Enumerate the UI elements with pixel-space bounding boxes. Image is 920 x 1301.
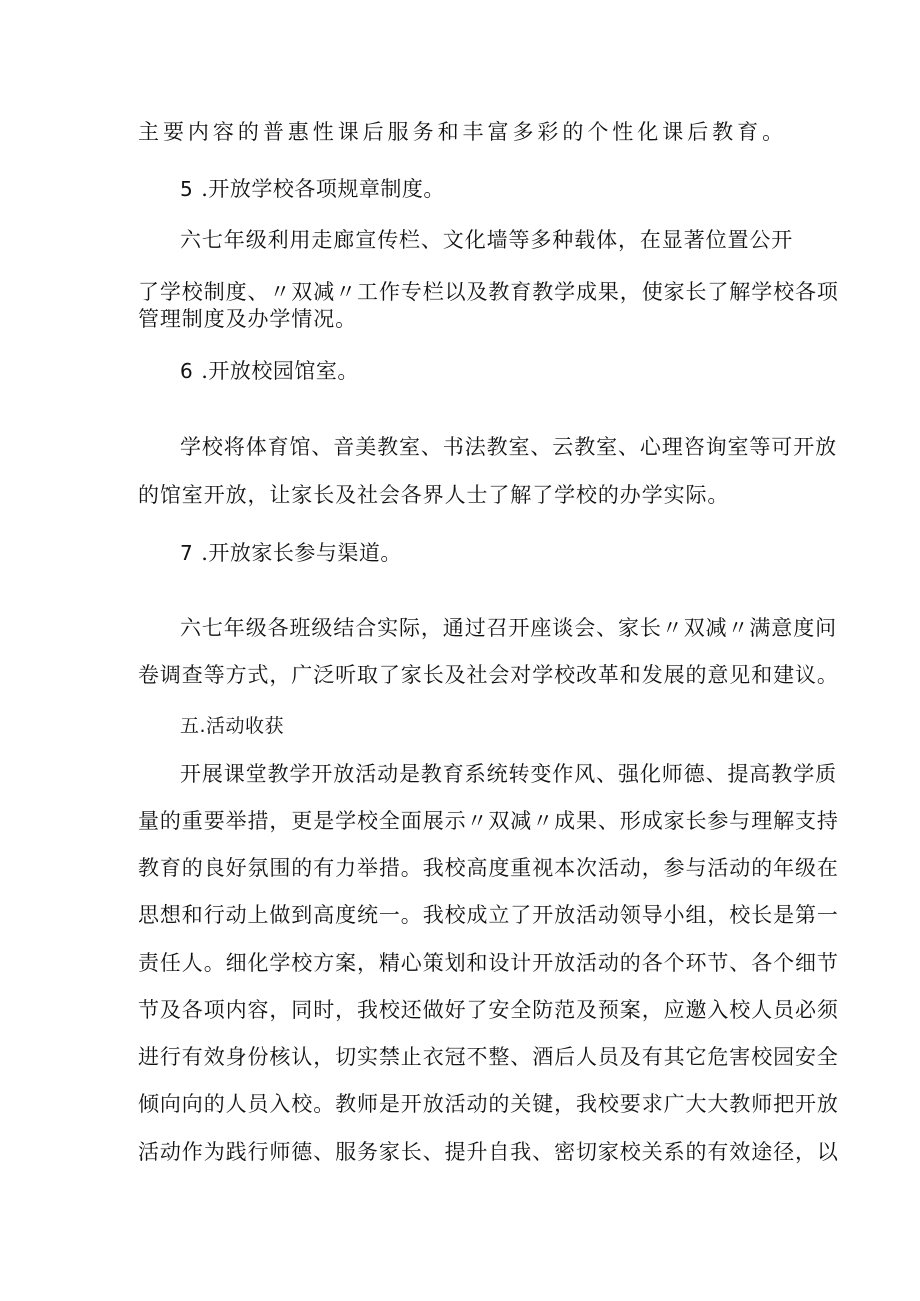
paragraph-line: 教育的良好氛围的有力举措。我校高度重视本次活动，参与活动的年级在 <box>138 856 839 880</box>
paragraph-line: 开展课堂教学开放活动是教育系统转变作风、强化师德、提高教学质 <box>180 762 837 786</box>
paragraph-line: 量的重要举措，更是学校全面展示〃双减〃成果、形成家长参与理解支持 <box>138 809 839 833</box>
paragraph-line: 六七年级利用走廊宣传栏、文化墙等多种载体，在显著位置公开 <box>180 228 794 252</box>
paragraph-line: 了学校制度、〃双减〃工作专栏以及教育教学成果，使家长了解学校各项 <box>138 280 839 304</box>
paragraph-line: 责任人。细化学校方案，精心策划和设计开放活动的各个环节、各个细节 <box>138 951 839 975</box>
paragraph-line: 倾向向的人员入校。教师是开放活动的关键，我校要求广大大教师把开放 <box>138 1092 839 1116</box>
item-6-heading <box>180 357 359 385</box>
paragraph-line: 管理制度及办学情况。 <box>138 307 357 331</box>
paragraph-line: 进行有效身份核认，切实禁止衣冠不整、酒后人员及有其它危害校园安全 <box>138 1045 839 1069</box>
item-5-number: 5 <box>180 177 194 201</box>
item-7-number: 7 <box>180 541 194 565</box>
paragraph-line: 学校将体育馆、音美教室、书法教室、云教室、心理咨询室等可开放 <box>180 435 837 459</box>
section-5-heading: 五.活动收获 <box>180 715 285 737</box>
item-7-title: .开放家长参与渠道。 <box>201 541 402 565</box>
item-6-title: .开放校园馆室。 <box>201 359 359 383</box>
paragraph-line: 的馆室开放，让家长及社会各界人士了解了学校的办学实际。 <box>138 483 730 507</box>
paragraph-line: 卷调查等方式，广泛听取了家长及社会对学校改革和发展的意见和建议。 <box>138 663 839 687</box>
paragraph-line: 六七年级各班级结合实际，通过召开座谈会、家长〃双减〃满意度问 <box>180 616 837 640</box>
item-7-heading <box>180 539 402 567</box>
paragraph-line: 主要内容的普惠性课后服务和丰富多彩的个性化课后教育。 <box>138 120 784 144</box>
item-5-title: .开放学校各项规章制度。 <box>201 177 445 201</box>
item-5-heading <box>180 175 445 203</box>
paragraph-line: 活动作为践行师德、服务家长、提升自我、密切家校关系的有效途径，以 <box>138 1140 839 1164</box>
item-6-number: 6 <box>180 359 194 383</box>
paragraph-line: 思想和行动上做到高度统一。我校成立了开放活动领导小组，校长是第一 <box>138 903 839 927</box>
paragraph-line: 节及各项内容，同时，我校还做好了安全防范及预案，应邀入校人员必须 <box>138 998 839 1022</box>
